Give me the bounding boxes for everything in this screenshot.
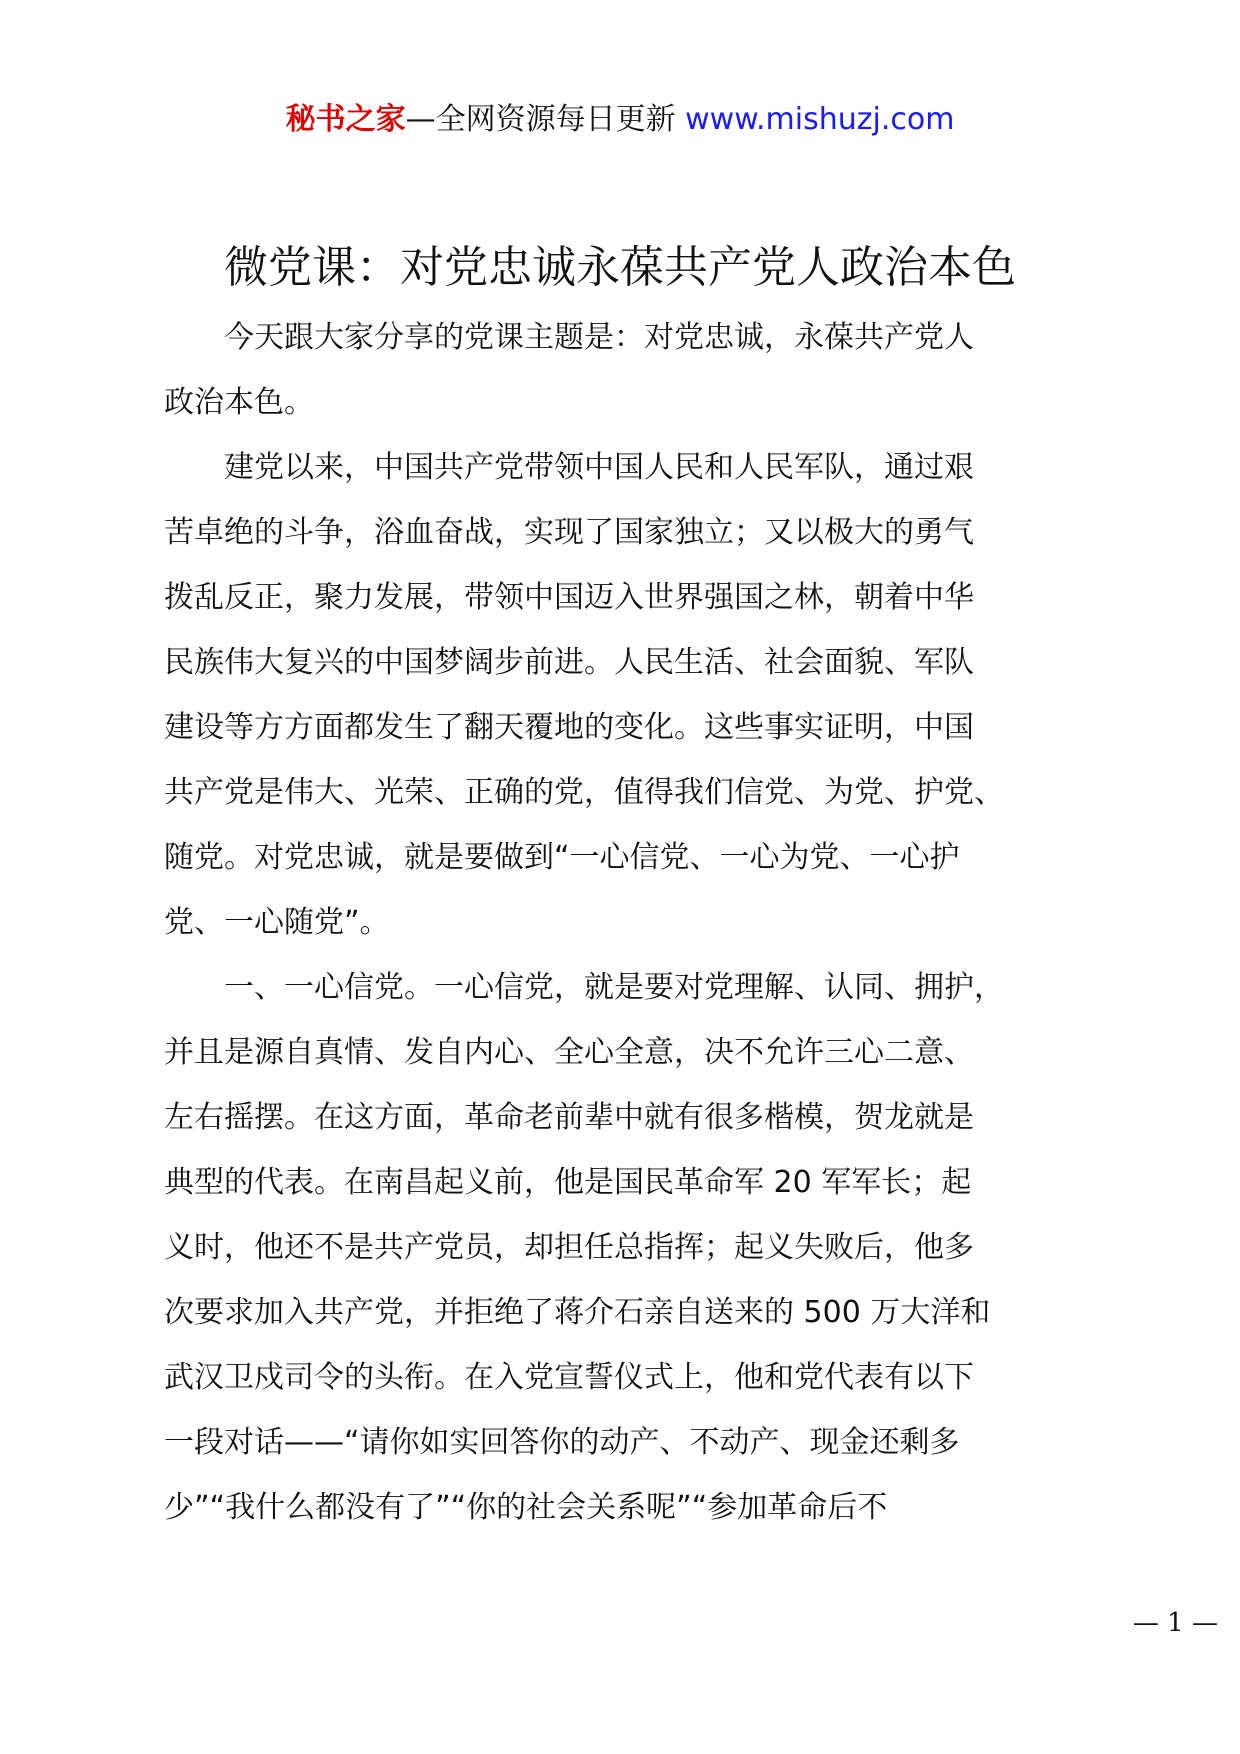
body-line: 一、一心信党。一心信党，就是要对党理解、认同、拥护， bbox=[164, 970, 1004, 1005]
page-number: — 1 — bbox=[1132, 1608, 1218, 1638]
site-tagline: —全网资源每日更新 bbox=[405, 102, 676, 137]
body-line: 民族伟大复兴的中国梦阔步前进。人民生活、社会面貌、军队 bbox=[164, 645, 974, 680]
body-line: 党、一心随党”。 bbox=[164, 905, 390, 940]
body-line: 政治本色。 bbox=[164, 385, 314, 420]
body-line: 建党以来，中国共产党带领中国人民和人民军队，通过艰 bbox=[164, 450, 974, 485]
body-line: 次要求加入共产党，并拒绝了蒋介石亲自送来的 500 万大洋和 bbox=[164, 1295, 991, 1330]
body-line: 左右摇摆。在这方面，革命老前辈中就有很多楷模，贺龙就是 bbox=[164, 1100, 974, 1135]
body-line: 一段对话——“请你如实回答你的动产、不动产、现金还剩多 bbox=[164, 1425, 960, 1460]
body-line: 今天跟大家分享的党课主题是：对党忠诚，永葆共产党人 bbox=[164, 320, 974, 355]
site-brand: 秘书之家 bbox=[285, 102, 406, 137]
body-line: 义时，他还不是共产党员，却担任总指挥；起义失败后，他多 bbox=[164, 1230, 974, 1265]
document-title: 微党课：对党忠诚永葆共产党人政治本色 bbox=[224, 242, 1016, 293]
body-line: 共产党是伟大、光荣、正确的党，值得我们信党、为党、护党、 bbox=[164, 775, 1004, 810]
body-line: 武汉卫戍司令的头衔。在入党宣誓仪式上，他和党代表有以下 bbox=[164, 1360, 974, 1395]
body-line: 苦卓绝的斗争，浴血奋战，实现了国家独立；又以极大的勇气 bbox=[164, 515, 974, 550]
body-line: 建设等方方面都发生了翻天覆地的变化。这些事实证明，中国 bbox=[164, 710, 974, 745]
document-body bbox=[164, 305, 1104, 1540]
body-line: 随党。对党忠诚，就是要做到“一心信党、一心为党、一心护 bbox=[164, 840, 960, 875]
body-line: 典型的代表。在南昌起义前，他是国民革命军 20 军军长；起 bbox=[164, 1165, 972, 1200]
body-line: 并且是源自真情、发自内心、全心全意，决不允许三心二意、 bbox=[164, 1035, 974, 1070]
site-header bbox=[0, 100, 1240, 140]
site-url-link[interactable]: www.mishuzj.com bbox=[685, 102, 955, 137]
body-line: 拨乱反正，聚力发展，带领中国迈入世界强国之林，朝着中华 bbox=[164, 580, 974, 615]
body-line: 少”“我什么都没有了”“你的社会关系呢”“参加革命后不 bbox=[164, 1490, 888, 1525]
